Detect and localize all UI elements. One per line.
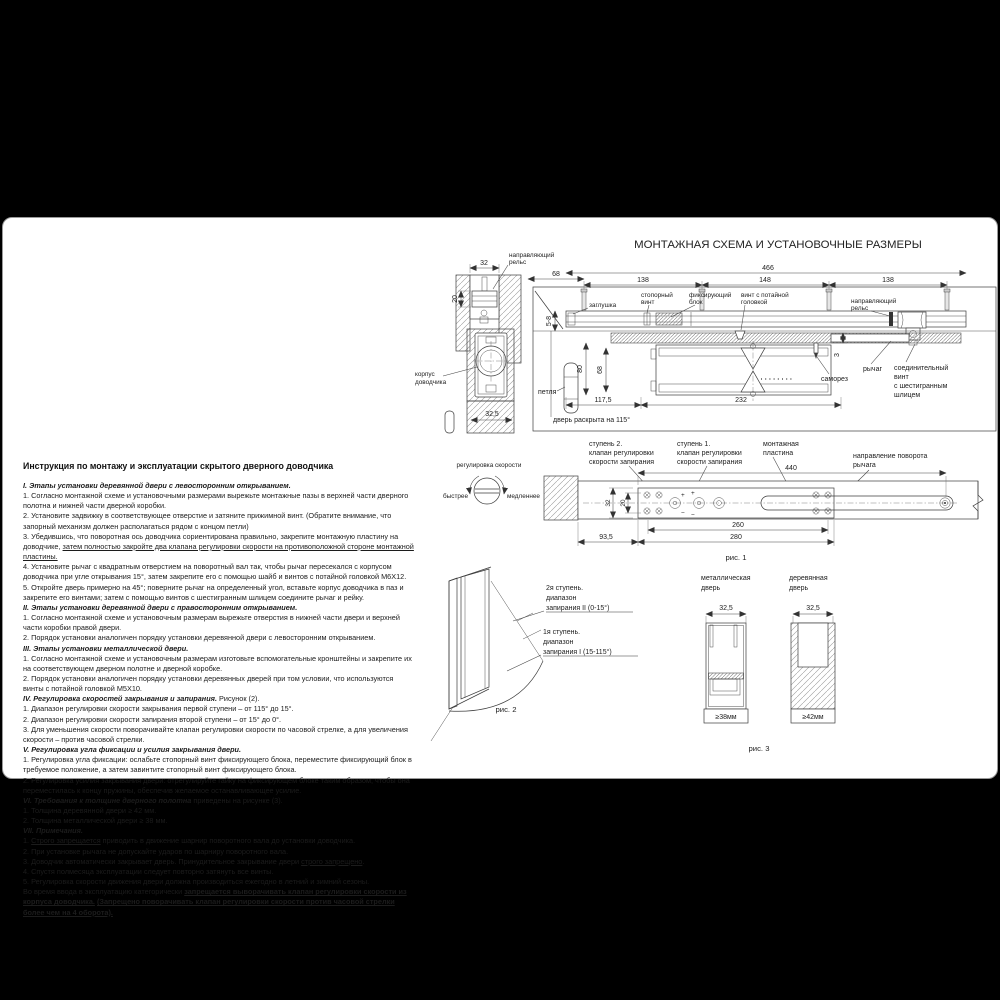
instructions-column [23,461,415,918]
instruction-item: 4. Спустя полмесяца эксплуатации следует повторно затянуть все винты. [23,866,274,876]
figure-1-caption: рис. 1 [725,553,747,562]
dim-466: 466 [762,265,774,272]
instructions-body [23,481,415,918]
fixing-block-label: фиксирующий [689,292,732,299]
section-heading: I. Этапы установки деревянной двери с левосторонним открыванием. [23,481,291,490]
instruction-sheet [2,217,998,917]
diagram-title: МОНТАЖНАЯ СХЕМА И УСТАНОВОЧНЫЕ РАЗМЕРЫ [634,239,922,251]
instruction-item: 1. Строго запрещается приводить в движение шарнир поворотного вала до установки доводчика. [23,836,356,846]
cross-section-view [415,251,555,433]
mounting-plate-label: монтажная [763,441,799,448]
instruction-item: 2. Толщина металлической двери ≥ 38 мм. [23,816,168,826]
fig2-stage2-label: запирания II (0-15°) [546,605,610,612]
section-heading: VII. Примечания. [23,826,83,836]
dim-5-8: 5-8 [546,315,553,327]
connecting-screw-label: винт [894,374,909,381]
instruction-item: 2. Регулировка усилия закрывания двери: отрегулируйте гайку на фиксирующем блоке таким образом, чтобы она переместилась к концу пружины, обеспечив желаемое останавливающее усилие. [23,775,410,795]
stop-screw-label: винт [641,299,655,306]
figure-1 [544,441,983,562]
dim-32-plate: 32 [605,499,612,507]
hinge-label: петля [538,389,557,396]
instruction-item: 2. Диапазон регулировки скорости запирания второй ступени – от 15° до 0°. [23,714,282,724]
connecting-screw-label: шлицем [894,392,921,399]
dim-68-top: 68 [552,271,560,278]
dim-148: 148 [759,277,771,284]
instruction-item: 3. Для уменьшения скорости поворачивайте клапан регулировки скорости по часовой стрелке, а для увеличения скорости – против часовой стрелки. [23,724,408,744]
fig2-stage2-label: диапазон [546,595,577,602]
metal-door-label: металлическая [701,575,751,582]
fig2-stage2-label: 2я ступень. [546,585,584,592]
door-open-note: дверь раскрыта на 115° [553,417,631,424]
section-heading: III. Этапы установки металлической двери. [23,643,189,653]
instruction-item: 1. Согласно монтажной схеме и установочным размерам изготовьте вспомогательные кронштейны и закрепите их на соответствующем дверном полотне и дверной коробке. [23,653,412,673]
instruction-item: 3. Убедившись, что поворотная ось доводчика сориентирована правильно, закрепите монтажную пластину на доводчике, затем полностью закройте два клапана регулировки скорости на противоположной стороне монтажной пластины. [23,531,414,562]
connecting-screw-label: соединительный [894,365,949,372]
dim-138-a: 138 [637,277,649,284]
dim-280: 280 [730,534,742,541]
dim-metal-width: 32,5 [719,605,733,612]
countersunk-screw-label: головкой [741,299,768,306]
instruction-item: 2. Порядок установки аналогичен порядку установки деревянной двери с левосторонним открыванием. [23,633,376,643]
instruction-item: 5. Регулировка скорости движения двери должна производиться ежегодно в летний и зимний сезоны. [23,877,370,887]
minus-mark: − [691,512,695,519]
assembly-view [528,265,996,431]
section-heading: II. Этапы установки деревянной двери с правосторонним открыванием. [23,602,298,612]
instruction-item: 1. Регулировка угла фиксации: ослабьте стопорный винт фиксирующего блока, переместите фиксирующий блок в требуемое положение, а затем завинтите стопорный винт фиксирующего блока. [23,755,412,775]
dim-rail-height: 20 [452,295,459,303]
metal-thickness: ≥38мм [715,714,737,721]
connecting-screw-label: с шестигранным [894,383,948,390]
plus-mark: + [691,490,695,497]
figure-3-caption: рис. 3 [748,744,770,753]
dim-wood-width: 32,5 [806,605,820,612]
fig2-stage1-label: запирания I (15-115°) [543,649,612,656]
closer-body-label: доводчика [415,379,447,386]
stage2-valve-label: скорости запирания [589,459,655,466]
instruction-item: 4. Установите рычаг с квадратным отверстием на поворотный вал так, чтобы рычаг пересекался с корпусом доводчика при угле открывания 15°, затем закрепите его с помощью шайб и винтов с потайной головкой М6Х12. [23,562,407,582]
montage-diagram [401,229,1000,781]
instruction-item: 1. Согласно монтажной схеме и установочными размерами вырежьте монтажные пазы в верхней части дверного полотна и нижней части дверной коробки. [23,491,409,511]
instruction-item: Во время ввода в эксплуатацию категорически запрещается выворачивать клапан регулировки скорости из корпуса доводчика. (Запрещено поворачивать клапан регулировки скорости против часовой стрелки более чем на 4 оборота). [23,887,407,917]
section-heading: IV. Регулировка скоростей закрывания и запирания. Рисунок (2). [23,694,260,704]
wood-door-label: деревянная [789,575,828,582]
instruction-item: 3. Доводчик автоматически закрывает дверь. Принудительное закрывание двери строго запрещено. [23,856,365,866]
instruction-item: 2. Порядок установки аналогичен порядку установки деревянных дверей при том условии, что используются винты с потайной головкой М5Х10. [23,673,394,694]
dim-20-plate: 20 [620,499,627,507]
closer-body-label: корпус [415,371,435,378]
stage1-valve-label: ступень 1. [677,441,711,448]
rotation-direction-label: рычага [853,462,876,469]
fixing-block-label: блок [689,299,703,306]
faster-label: быстрее [443,493,469,500]
wood-thickness: ≥42мм [802,714,824,721]
lever-label: рычаг [863,366,883,373]
dim-68-v: 68 [597,366,604,374]
dim-440: 440 [785,465,797,472]
slower-label: медленнее [507,493,540,500]
wood-door-label: дверь [789,585,809,592]
stage1-valve-label: скорости запирания [677,459,743,466]
instruction-item: 2. При установке рычага не допускайте ударов по шарниру поворотного вала. [23,846,289,856]
section-heading: V. Регулировка угла фиксации и усилия закрывания двери. [23,745,242,755]
stage2-valve-label: ступень 2. [589,441,623,448]
dim-80: 80 [577,365,584,373]
dim-93-5: 93,5 [599,534,613,541]
instruction-item: 1. Диапазон регулировки скорости закрывания первой ступени – от 115° до 15°. [23,704,294,714]
instruction-item: 5. Откройте дверь примерно на 45°; поверните рычаг на определенный угол, вставьте корпус доводчика в паз и закрепите его винтами; затем с помощью винтов с шестигранным шлицем соедините рычаг и рейку. [23,582,404,602]
dim-117: 117,5 [594,397,612,404]
instruction-item: 2. Установите задвижку в соответствующее отверстие и затяните прижимной винт. (Обратите внимание, что запорный механизм должен располагаться рядом с концом петли) [23,511,392,531]
dim-body-width: 32,5 [485,411,499,418]
stop-screw-label: стопорный [641,292,673,299]
figure-2 [431,567,638,741]
fig2-stage1-label: 1я ступень. [543,629,581,636]
instruction-item: 1. Толщина деревянной двери ≥ 42 мм. [23,806,157,815]
minus-mark: − [681,510,685,517]
mounting-plate-label: пластина [763,450,794,457]
rotation-direction-label: направление поворота [853,453,928,460]
stage1-valve-label: клапан регулировки [677,450,742,457]
metal-door-label: дверь [701,585,721,592]
guide-rail-label-2: рельс [851,305,869,312]
dim-138-b: 138 [882,277,894,284]
speed-control-label: регулировка скорости [456,462,522,469]
dim-232: 232 [735,397,747,404]
dim-3: 3 [834,353,841,357]
stage2-valve-label: клапан регулировки [589,450,654,457]
section-heading: VI. Требования к толщине дверного полотна приведены на рисунке (3). [23,795,283,805]
fig2-stage1-label: диапазон [543,639,574,646]
dim-slot-width: 32 [480,260,488,267]
guide-rail-label: направляющий [509,252,555,259]
instruction-item: 1. Согласно монтажной схеме и установочным размерам вырежьте отверстия в нижней части двери и верхней части коробки правой двери. [23,613,400,633]
figure-3 [701,575,835,753]
plug-label: заглушка [589,302,617,309]
guide-rail-label: рельс [509,259,527,266]
guide-rail-label-2: направляющий [851,298,897,305]
figure-2-caption: рис. 2 [495,705,517,714]
speed-control [443,462,540,504]
countersunk-screw-label: винт с потайной [741,292,789,299]
document-title: Инструкция по монтажу и эксплуатации скрытого дверного доводчика [23,461,334,471]
self-tapping-label: саморез [821,376,848,383]
dim-260: 260 [732,522,744,529]
plus-mark: + [681,492,685,499]
